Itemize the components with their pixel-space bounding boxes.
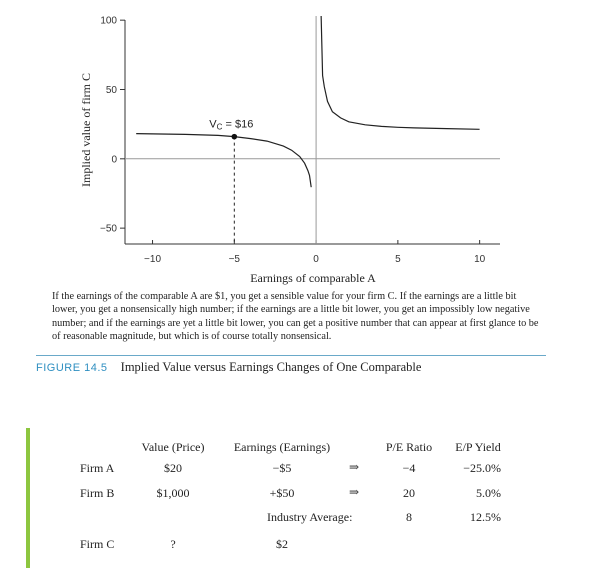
industry-average-label: Industry Average: (267, 510, 353, 524)
x-tick-label: 5 (395, 254, 401, 265)
y-tick-label: 0 (111, 154, 117, 166)
table-accent-bar (26, 428, 30, 568)
row-b-pe: 20 (403, 486, 415, 500)
row-c-earnings: $2 (276, 537, 288, 551)
row-b-name: Firm B (80, 486, 115, 500)
row-b-earnings: +$50 (269, 486, 295, 500)
header-pe: P/E Ratio (385, 440, 433, 454)
y-axis-label: Implied value of firm C (79, 73, 93, 187)
figure-number: FIGURE 14.5 (36, 362, 108, 374)
header-earnings: Earnings (Earnings) (233, 440, 331, 454)
row-b-ep: 5.0% (476, 486, 501, 500)
chart-marks (136, 11, 479, 245)
x-tick-label: −5 (228, 254, 241, 265)
row-a-pe: −4 (402, 461, 416, 475)
header-ep: E/P Yield (455, 440, 501, 454)
industry-pe: 8 (406, 510, 412, 524)
row-a-value: $20 (164, 461, 182, 475)
x-tick-label: 0 (313, 254, 319, 265)
series-1-line (321, 11, 480, 130)
row-b-arrow: ⇒ (349, 485, 360, 499)
x-tick-label: −10 (144, 254, 162, 265)
row-a-arrow: ⇒ (349, 460, 360, 474)
y-tick-label: 100 (100, 15, 117, 27)
row-a-earnings: −$5 (272, 461, 292, 475)
figure-divider (36, 355, 546, 356)
row-a-name: Firm A (80, 461, 115, 475)
y-tick-label: 50 (105, 84, 117, 96)
chart-axes (100, 16, 500, 265)
figure-title-line (36, 360, 421, 375)
header-value: Value (Price) (141, 440, 205, 454)
x-tick-label: 10 (474, 254, 486, 265)
industry-ep: 12.5% (470, 510, 501, 524)
x-axis-label: Earnings of comparable A (250, 271, 376, 285)
figure-caption-text: If the earnings of the comparable A are $1, you get a sensible value for your firm C. If the earnings are a little bit lower, you get a nonsensically high number; if the earnings are a little bit lower, you get an impossibly low negative number; and if the earnings are yet a little bit lower, you can get a positive number that can appear at first glance to be of reasonable magnitude, but which is of course totally nonsensical. (52, 291, 539, 343)
y-tick-label: −50 (100, 223, 117, 235)
row-a-ep: −25.0% (463, 461, 501, 475)
series-0-line (136, 134, 311, 188)
row-c-name: Firm C (80, 537, 115, 551)
highlight-point (232, 134, 238, 140)
highlight-label: VC = $16 (209, 118, 254, 132)
figure-title: Implied Value versus Earnings Changes of One Comparable (120, 360, 422, 374)
row-b-value: $1,000 (156, 486, 190, 500)
row-c-value: ? (170, 537, 176, 551)
